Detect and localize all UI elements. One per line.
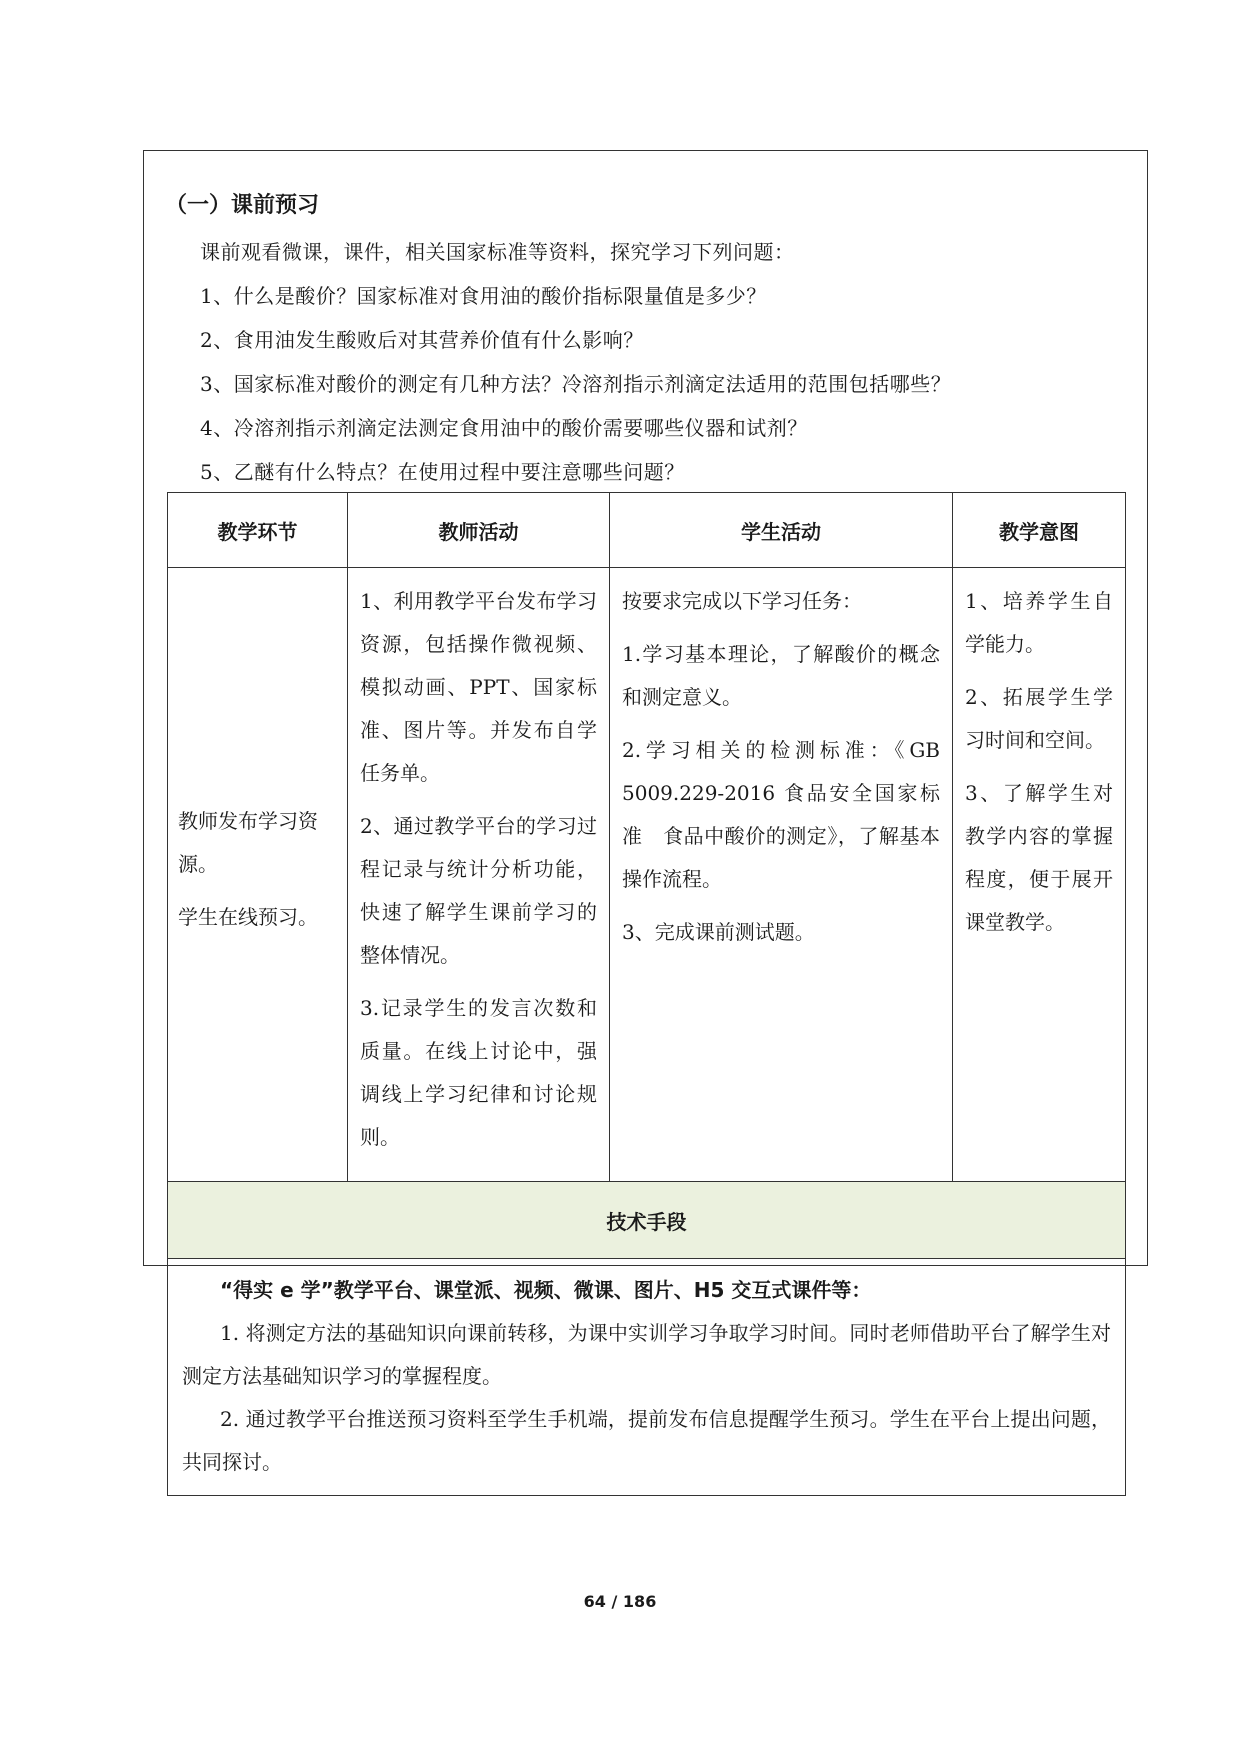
stage-text: 教师发布学习资源。 — [178, 809, 318, 876]
teacher-item: 3.记录学生的发言次数和质量。在线上讨论中，强调线上学习纪律和讨论规则。 — [360, 996, 597, 1149]
teacher-item: 2、通过教学平台的学习过程记录与统计分析功能，快速了解学生课前学习的整体情况。 — [360, 814, 597, 967]
tech-body-row — [168, 1259, 1126, 1496]
intent-item: 1、培养学生自学能力。 — [965, 589, 1113, 656]
header-student-activity: 学生活动 — [610, 493, 953, 568]
header-teaching-intent: 教学意图 — [953, 493, 1126, 568]
intent-item: 3、了解学生对教学内容的掌握程度，便于展开课堂教学。 — [965, 781, 1113, 934]
student-item: 按要求完成以下学习任务： — [622, 589, 862, 613]
stage-text: 学生在线预习。 — [178, 905, 318, 929]
lesson-table — [167, 492, 1126, 1496]
question-5: 5、乙醚有什么特点？在使用过程中要注意哪些问题？ — [200, 460, 685, 484]
student-item: 2.学习相关的检测标准：《GB 5009.229-2016 食品安全国家标准 食品中酸价的测定》，了解基本操作流程。 — [622, 738, 940, 891]
question-3: 3、国家标准对酸价的测定有几种方法？冷溶剂指示剂滴定法适用的范围包括哪些？ — [200, 372, 952, 396]
question-4: 4、冷溶剂指示剂滴定法测定食用油中的酸价需要哪些仪器和试剂？ — [200, 416, 808, 440]
tech-header: 技术手段 — [168, 1182, 1126, 1259]
table-row — [168, 568, 1126, 1182]
tech-lead: “得实 e 学”教学平台、课堂派、视频、微课、图片、H5 交互式课件等： — [220, 1278, 872, 1302]
question-2: 2、食用油发生酸败后对其营养价值有什么影响？ — [200, 328, 644, 352]
header-teacher-activity: 教师活动 — [348, 493, 610, 568]
teacher-activity-cell — [348, 568, 610, 1182]
student-item: 1.学习基本理论，了解酸价的概念和测定意义。 — [622, 642, 940, 709]
student-activity-cell — [610, 568, 953, 1182]
tech-item: 2. 通过教学平台推送预习资料至学生手机端，提前发布信息提醒学生预习。学生在平台上提出问题，共同探讨。 — [182, 1407, 1111, 1474]
student-item: 3、完成课前测试题。 — [622, 920, 815, 944]
section-title: （一）课前预习 — [165, 193, 320, 218]
intent-item: 2、拓展学生学习时间和空间。 — [965, 685, 1113, 752]
teacher-item: 1、利用教学平台发布学习资源，包括操作微视频、模拟动画、PPT、国家标准、图片等。并发布自学任务单。 — [360, 589, 597, 785]
question-1: 1、什么是酸价？国家标准对食用油的酸价指标限量值是多少？ — [200, 284, 767, 308]
tech-header-row — [168, 1182, 1126, 1259]
intro-text: 课前观看微课，课件，相关国家标准等资料，探究学习下列问题： — [200, 240, 795, 264]
page-number: 64 / 186 — [583, 1592, 657, 1611]
tech-body-cell — [168, 1259, 1126, 1496]
stage-cell — [168, 568, 348, 1182]
header-stage: 教学环节 — [168, 493, 348, 568]
table-header-row — [168, 493, 1126, 568]
teaching-intent-cell — [953, 568, 1126, 1182]
tech-item: 1. 将测定方法的基础知识向课前转移，为课中实训学习争取学习时间。同时老师借助平台了解学生对测定方法基础知识学习的掌握程度。 — [182, 1321, 1111, 1388]
